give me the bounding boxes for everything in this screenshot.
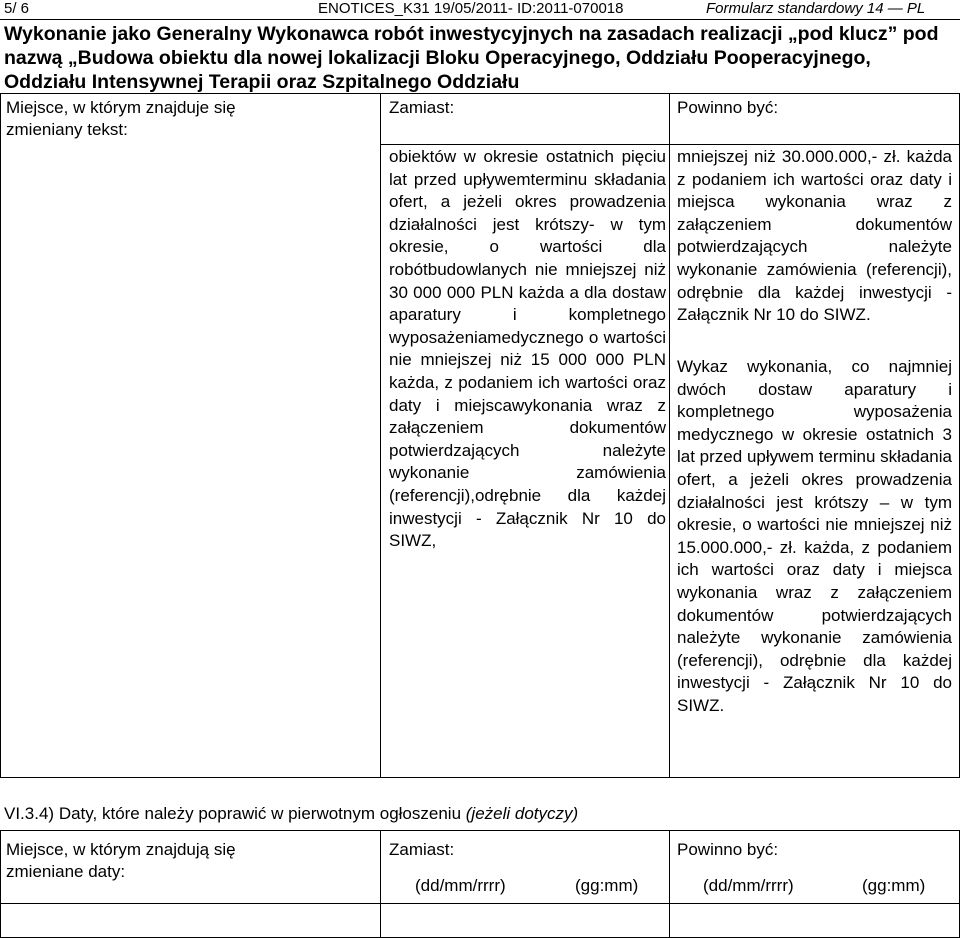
form-name: Formularz standardowy 14 — PL — [706, 0, 926, 17]
table-header-rule — [0, 903, 960, 904]
notice-id: ENOTICES_K31 19/05/2011- ID:2011-070018 — [318, 0, 624, 17]
instead-text: obiektów w okresie ostatnich pięciu lat przed upływemterminu składania ofert, a jeżeli okres prowadzenia działalności jest krótszy- w tym okresie, o wartości dla robótbudowlanych nie mniejszej niż 30 000 000 PLN każda a dla dostaw aparatury i kompletnego wyposażeniamedycznego o wartości nie mniejszej niż 15 000 000 PLN każda, z podaniem ich wartości oraz daty i miejscawykonania wraz z załączeniem dokumentów potwierdzających należyte wykonanie zamówienia (referencji),odrębnie dla każdej inwestycji - Załącznik Nr 10 do SIWZ, — [389, 147, 666, 551]
table-header-rule — [380, 144, 959, 145]
table-divider — [380, 830, 381, 938]
table-divider — [669, 830, 670, 938]
table-divider — [380, 93, 381, 778]
page-number: 5/ 6 — [4, 0, 30, 17]
should-time-label: (gg:mm) — [862, 876, 926, 895]
header-rule — [0, 19, 960, 20]
col-place-header: Miejsce, w którym znajdują się zmieniane daty: — [6, 840, 236, 881]
should-text-1: mniejszej niż 30.000.000,- zł. każda z podaniem ich wartości oraz daty i miejsca wykonania wraz z załączeniem dokumentów potwierdzających należyte wykonanie zamówienia (referencji), odrębnie dla każdej inwestycji - Załącznik Nr 10 do SIWZ. — [677, 147, 952, 325]
section-title: Daty, które należy poprawić w pierwotnym ogłoszeniu — [58, 804, 462, 823]
should-date-label: (dd/mm/rrrr) — [703, 876, 794, 895]
instead-time-label: (gg:mm) — [575, 876, 639, 895]
table-divider — [669, 93, 670, 778]
instead-date-label: (dd/mm/rrrr) — [415, 876, 506, 895]
col-should-header: Powinno być: — [677, 98, 779, 117]
should-text-2: Wykaz wykonania, co najmniej dwóch dostaw aparatury i kompletnego wyposażenia medycznego w okresie ostatnich 3 lat przed upływem terminu składania ofert, a jeżeli okres prowadzenia działalności jest krótszy – w tym okresie, o wartości nie mniejszej niż 15.000.000,- zł. każda, z podaniem ich wartości oraz daty i miejsca wykonania wraz z załączeniem dokumentów potwierdzających należyte wykonanie zamówienia (referencji), odrębnie dla każdej inwestycji - Załącznik Nr 10 do SIWZ. — [677, 357, 952, 715]
col-should-header: Powinno być: — [677, 840, 779, 859]
document-title: Wykonanie jako Generalny Wykonawca robót inwestycyjnych na zasadach realizacji „pod klucz” pod nazwą „Budowa obiektu dla nowej lokalizacji Bloku Operacyjnego, Oddziału Pooperacyjnego, Oddziału Intensywnej Terapii oraz Szpitalnego Oddziału — [4, 23, 939, 93]
section-note: (jeżeli dotyczy) — [465, 804, 579, 823]
section-number: VI.3.4) — [4, 804, 55, 823]
col-place-header: Miejsce, w którym znajduje się zmieniany tekst: — [6, 98, 236, 139]
section-heading — [4, 804, 578, 824]
col-instead-header: Zamiast: — [389, 840, 455, 859]
col-instead-header: Zamiast: — [389, 98, 455, 117]
